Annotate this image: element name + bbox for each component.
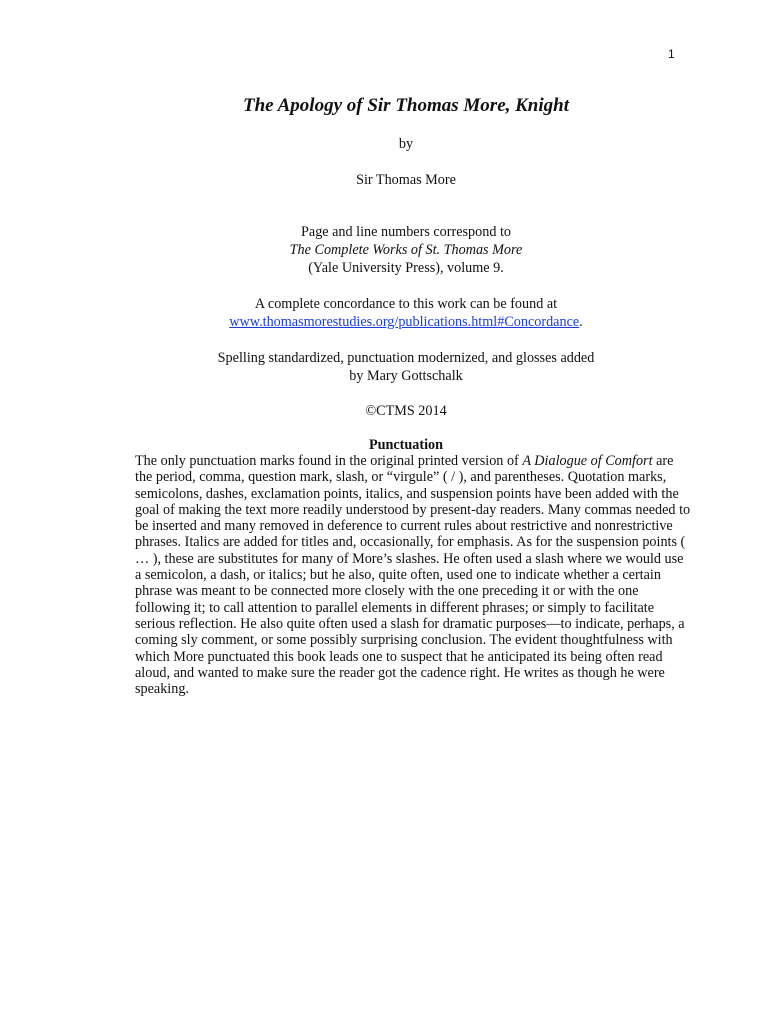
paragraph-line: speaking. bbox=[135, 681, 189, 698]
paragraph-line-1-start: The only punctuation marks found in the original printed version of bbox=[135, 453, 523, 469]
section-heading: Punctuation bbox=[368, 437, 444, 453]
punctuation-paragraph bbox=[135, 453, 691, 698]
paragraph-line: be inserted and many removed in deference to current rules about restrictive and nonrestrictive bbox=[135, 518, 673, 535]
paragraph-line: coming sly comment, or some possibly surprising conclusion. The evident thoughtfulness with bbox=[135, 632, 673, 649]
paragraph-line: following it; to call attention to parallel elements in different phrases; or simply to facilitate bbox=[135, 599, 655, 616]
correspondence-line-1: Page and line numbers correspond to bbox=[301, 224, 511, 240]
paragraph-line: semicolons, dashes, exclamation points, italics, and suspension points have been added with the bbox=[135, 485, 679, 502]
complete-works-title: The Complete Works of St. Thomas More bbox=[289, 242, 523, 258]
paragraph-line: serious reflection. He also quite often used a slash for dramatic purposes—to indicate, perhaps, a bbox=[135, 615, 685, 632]
document-title: The Apology of Sir Thomas More, Knight bbox=[242, 95, 570, 116]
editor-credit: by Mary Gottschalk bbox=[349, 368, 463, 384]
correspondence-line-3: (Yale University Press), volume 9. bbox=[308, 260, 504, 276]
paragraph-line-1-end: are bbox=[652, 453, 674, 469]
paragraph-line: aloud, and wanted to make sure the reader got the cadence right. He writes as though he were bbox=[135, 664, 665, 681]
page-number: 1 bbox=[668, 47, 675, 61]
dialogue-of-comfort-title: A Dialogue of Comfort bbox=[522, 453, 653, 469]
source-correspondence-note bbox=[130, 223, 682, 277]
paragraph-line: goal of making the text more readily understood by present-day readers. Many commas needed to bbox=[135, 501, 691, 518]
paragraph-line: phrase was meant to be connected more closely with the one preceding it or with the one bbox=[135, 583, 639, 600]
byline-word: by bbox=[398, 136, 414, 152]
concordance-link-line bbox=[130, 313, 682, 331]
concordance-link[interactable]: www.thomasmorestudies.org/publications.html#Concordance bbox=[229, 314, 580, 330]
paragraph-line: a semicolon, a dash, or italics; but he also, quite often, used one to indicate whether a certain bbox=[135, 567, 661, 584]
editorial-line-1: Spelling standardized, punctuation modernized, and glosses added bbox=[217, 350, 595, 366]
paragraph-line: … ), these are substitutes for many of More’s slashes. He often used a slash where we would use bbox=[135, 550, 684, 567]
paragraph-line bbox=[135, 453, 687, 469]
paragraph-line: the period, comma, question mark, slash, or “virgule” ( / ), and parentheses. Quotation marks, bbox=[135, 469, 667, 486]
copyright-notice: ©CTMS 2014 bbox=[365, 403, 447, 419]
paragraph-line: which More punctuated this book leads one to suspect that he anticipated its being often read bbox=[135, 648, 663, 665]
paragraph-line: phrases. Italics are added for titles and, occasionally, for emphasis. As for the suspension points ( bbox=[135, 534, 686, 551]
concordance-period: . bbox=[579, 314, 583, 330]
concordance-note bbox=[130, 295, 682, 331]
author-name: Sir Thomas More bbox=[356, 172, 456, 188]
concordance-line-1: A complete concordance to this work can be found at bbox=[254, 296, 558, 312]
editorial-note bbox=[130, 349, 682, 385]
